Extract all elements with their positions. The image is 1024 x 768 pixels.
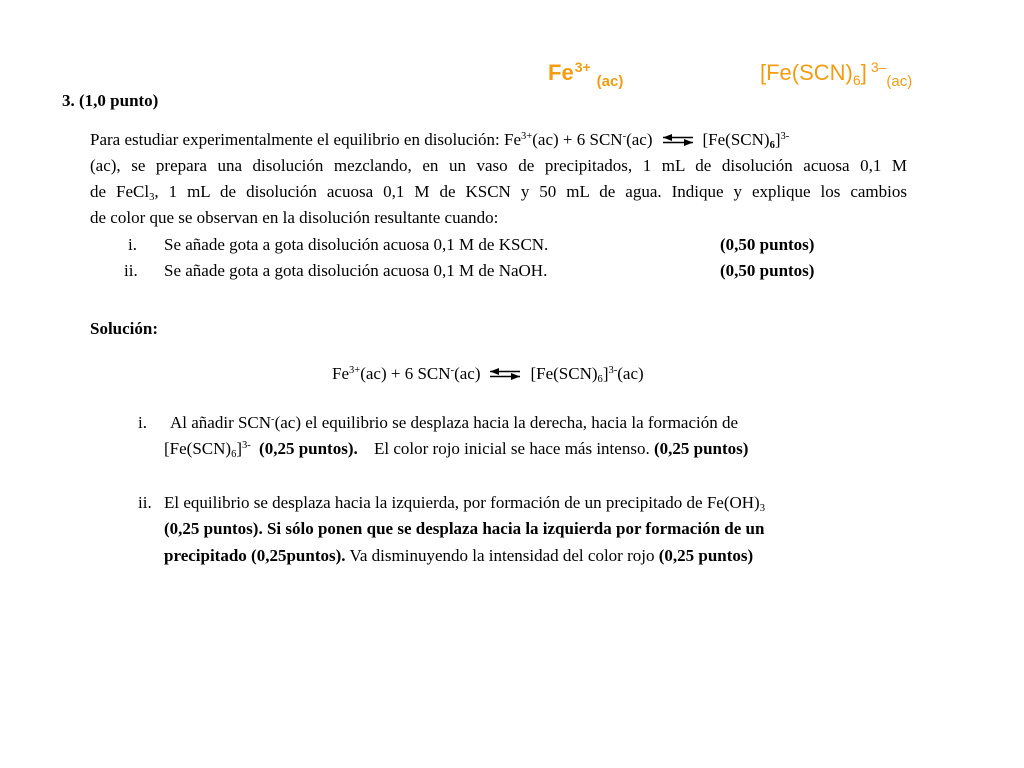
answer-ii-num: ii. <box>138 493 152 512</box>
answer-ii-line-2 <box>164 520 907 537</box>
eq-text: (ac) <box>454 364 481 383</box>
ans-text: (0,25 puntos). Si sólo ponen que se desplaza hacia la izquierda por formación de un <box>164 519 765 538</box>
question-item-points: (0,50 puntos) <box>720 261 815 280</box>
solution-equation <box>332 364 644 386</box>
ans-text: El equilibrio se desplaza hacia la izquierda, por formación de un precipitado de Fe(OH) <box>164 493 760 512</box>
q-sup: 3- <box>780 130 790 142</box>
question-line-1 <box>90 130 790 152</box>
q-text: (ac) <box>626 130 653 149</box>
eq-text: ] <box>602 364 609 383</box>
header-complex-bracket: ] <box>860 60 867 85</box>
ans-text: Va disminuyendo la intensidad del color rojo <box>349 546 655 565</box>
answer-i-line-1-text <box>170 413 738 432</box>
answer-i-line-2 <box>164 439 749 461</box>
header-complex-subscript: 6 <box>852 72 861 88</box>
question-item-num: i. <box>128 235 137 254</box>
eq-sup: 3- <box>608 364 618 376</box>
ans-points: (0,25 puntos) <box>653 439 749 458</box>
ans-text: precipitado (0,25puntos). <box>164 546 346 565</box>
solution-title: Solución: <box>90 319 159 338</box>
header-complex-ion <box>760 59 913 90</box>
question-title: 3. (1,0 punto) <box>62 91 159 110</box>
answer-ii-line-1 <box>164 493 907 515</box>
answer-i-num: i. <box>138 413 147 432</box>
header-complex-state: (ac) <box>886 73 913 90</box>
ans-sub: 6 <box>231 449 237 461</box>
ans-points: (0,25 puntos) <box>658 546 754 565</box>
answer-ii-line-1-text <box>164 493 765 515</box>
q-text: [Fe(SCN) <box>702 130 770 149</box>
q-sub: 3 <box>149 192 155 204</box>
q-text: (ac) + 6 SCN <box>532 130 623 149</box>
header-complex-formula: [Fe(SCN) <box>760 60 853 85</box>
ans-points: (0,25 puntos). <box>259 439 358 458</box>
question-line-4: de color que se observan en la disolución resultante cuando: <box>90 208 499 227</box>
q-sub: 6 <box>769 140 775 152</box>
question-line-2: (ac), se prepara una disolución mezclando, en un vaso de precipitados, 1 mL de disolución acuosa 0,1 M <box>90 156 907 175</box>
header-fe-charge: 3+ <box>574 59 591 75</box>
q-text: , 1 mL de disolución acuosa 0,1 M de KSCN y 50 mL de agua. Indique y explique los cambios <box>154 182 907 201</box>
question-item-text: Se añade gota a gota disolución acuosa 0,1 M de NaOH. <box>164 261 548 280</box>
eq-sup: 3+ <box>349 364 361 376</box>
ans-sup: - <box>271 413 275 425</box>
equilibrium-arrow-icon <box>661 134 695 146</box>
answer-i-line-1 <box>170 414 907 431</box>
equilibrium-arrow-icon <box>488 368 522 380</box>
eq-text: (ac) <box>617 364 644 383</box>
ans-text: El color rojo inicial se hace más intenso. <box>374 439 650 458</box>
ans-text: (ac) el equilibrio se desplaza hacia la derecha, hacia la formación de <box>274 413 739 432</box>
ans-text: ] <box>236 439 242 458</box>
ans-sub: 3 <box>759 503 765 515</box>
eq-sup: - <box>450 364 455 376</box>
ans-text: Al añadir SCN <box>170 413 272 432</box>
eq-sub: 6 <box>597 374 603 386</box>
header-fe-symbol: Fe <box>548 60 574 85</box>
eq-text: Fe <box>332 364 349 383</box>
ans-sup: 3- <box>242 439 251 451</box>
answer-ii-line-3 <box>164 547 753 564</box>
question-item-points: (0,50 puntos) <box>720 235 815 254</box>
eq-text: [Fe(SCN) <box>530 364 598 383</box>
q-text: Para estudiar experimentalmente el equilibrio en disolución: Fe <box>90 130 522 149</box>
header-complex-charge: 3– <box>870 59 887 75</box>
q-text: de FeCl <box>90 182 150 201</box>
question-item-num: ii. <box>124 261 138 280</box>
q-sup: 3+ <box>521 130 533 142</box>
question-item-text: Se añade gota a gota disolución acuosa 0,1 M de KSCN. <box>164 235 549 254</box>
question-line-3 <box>90 182 907 204</box>
header-fe-ion <box>548 59 624 90</box>
header-fe-state: (ac) <box>596 73 624 90</box>
q-sup: - <box>622 130 627 142</box>
ans-text: [Fe(SCN) <box>164 439 232 458</box>
q-text: ] <box>774 130 781 149</box>
eq-text: (ac) + 6 SCN <box>360 364 451 383</box>
